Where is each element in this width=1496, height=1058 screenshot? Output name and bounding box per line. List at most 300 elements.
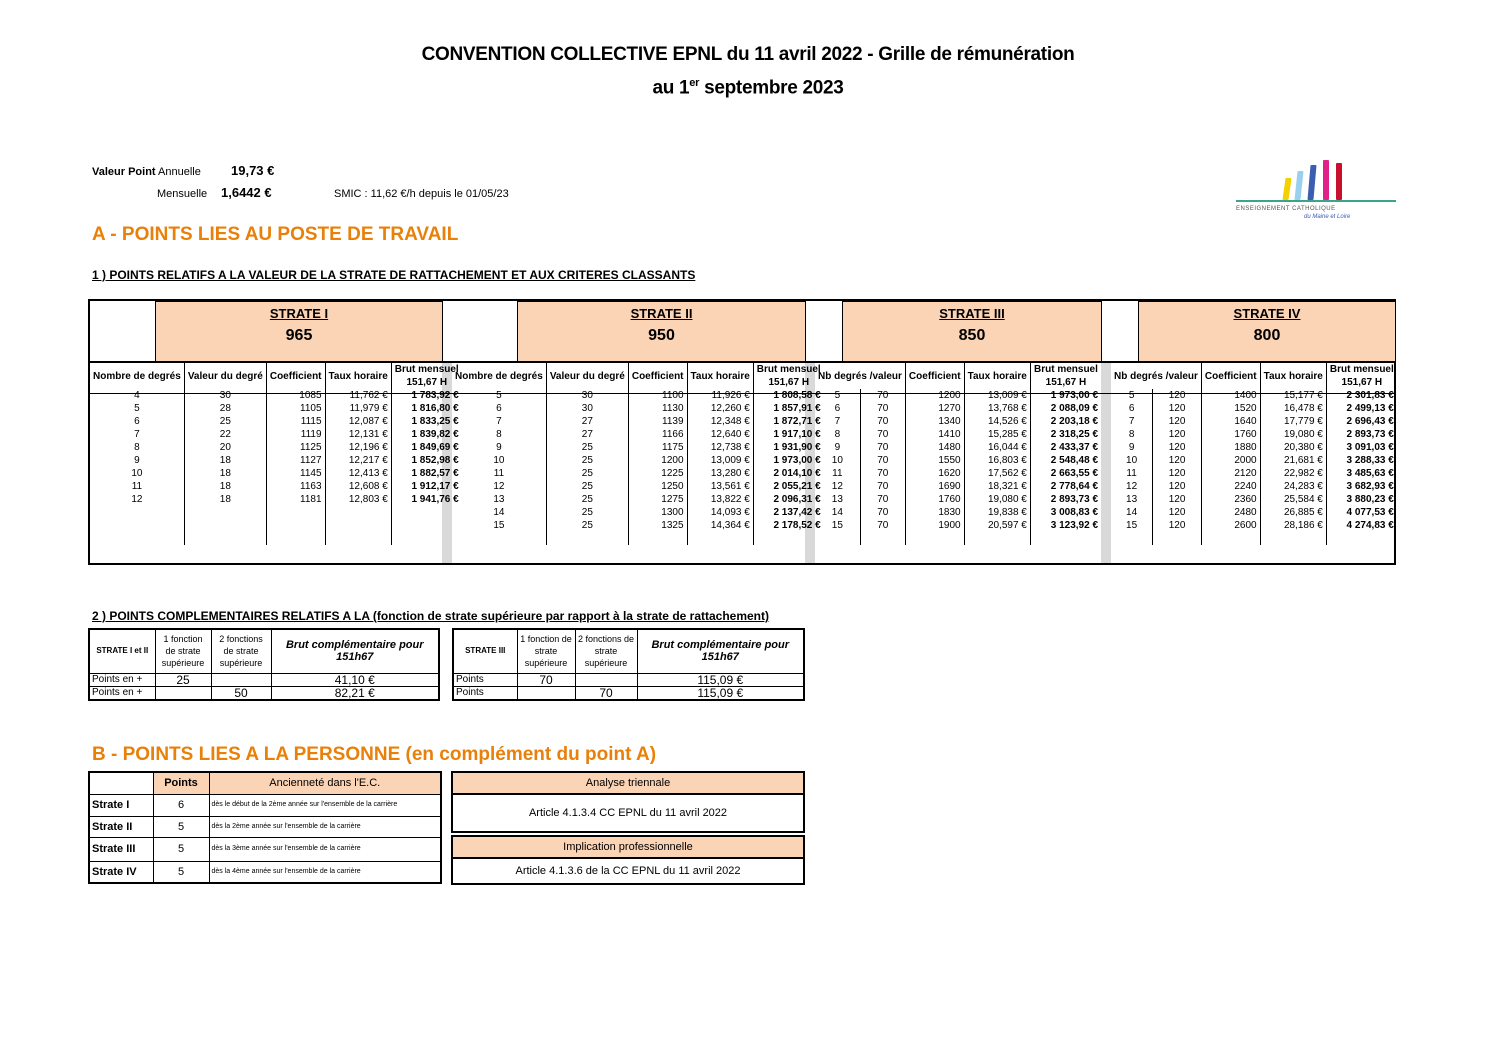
header-valeur-degre: Valeur du degré [184, 363, 266, 389]
coefficient-cell: 2480 [1201, 506, 1260, 519]
brut-cell: 1 912,17 € [391, 480, 461, 493]
header-coef: Coefficient [1201, 363, 1260, 389]
taux-cell: 20,597 € [964, 519, 1030, 532]
personne-header-anciennete: Ancienneté dans l'E.C. [209, 772, 441, 794]
empty-cell [687, 532, 753, 545]
brut-cell: 2 088,09 € [1030, 402, 1101, 415]
taux-cell: 13,009 € [687, 454, 753, 467]
table-row [452, 441, 824, 454]
degre-cell: 8 [496, 429, 502, 440]
table-row [90, 506, 462, 519]
taux-cell: 12,260 € [687, 402, 753, 415]
coefficient-cell: 1300 [628, 506, 687, 519]
degre-cell: 15 [493, 520, 505, 531]
coefficient-cell: 1900 [905, 519, 964, 532]
header-nb-degres-valeur: Nb degrés /valeur [1114, 370, 1198, 382]
header-taux: Taux horaire [964, 363, 1030, 389]
header-coef: Coefficient [266, 363, 325, 389]
brut-cell: 2 014,10 € [753, 467, 823, 480]
table-row [815, 389, 1101, 402]
header-brut-line1: Brut mensuel [756, 364, 821, 375]
degre-cell: 10 [1126, 455, 1138, 466]
comp-brut-cell: 41,10 € [271, 673, 439, 686]
header-nb-degres: Nombre de degrés [93, 370, 181, 382]
taux-cell: 12,348 € [687, 415, 753, 428]
valeur-mensuelle: 1,6442 € [221, 185, 272, 200]
logo-bar-blue [1294, 171, 1303, 200]
degre-cell: 10 [131, 468, 143, 479]
taux-cell: 16,803 € [964, 454, 1030, 467]
empty-cell [266, 506, 325, 519]
coefficient-cell: 1166 [628, 428, 687, 441]
anciennete-cell: dès la 4ème année sur l'ensemble de la carrière [209, 861, 441, 883]
taux-cell: 21,681 € [1260, 454, 1326, 467]
taux-cell: 20,380 € [1260, 441, 1326, 454]
table-row [452, 493, 824, 506]
empty-cell [1153, 532, 1202, 545]
taux-cell: 12,608 € [325, 480, 391, 493]
comp-1f-cell [517, 686, 575, 700]
brut-cell: 3 008,83 € [1030, 506, 1101, 519]
valeur-cell: 25 [546, 480, 628, 493]
table-body [1111, 389, 1397, 545]
table-body [90, 389, 462, 545]
degre-cell: 12 [1126, 481, 1138, 492]
taux-cell: 19,080 € [1260, 428, 1326, 441]
degre-cell: 11 [832, 468, 843, 479]
valeur-cell: 120 [1153, 493, 1202, 506]
table-row [1111, 506, 1397, 519]
personne-body [89, 794, 441, 883]
header-brut-line1: Brut mensuel [394, 364, 459, 375]
empty-cell [964, 532, 1030, 545]
taux-cell: 28,186 € [1260, 519, 1326, 532]
degre-cell: 5 [496, 390, 502, 401]
header-brut-line1: Brut mensuel [1033, 364, 1098, 375]
comp-2f-cell [575, 673, 637, 686]
empty-cell [546, 532, 628, 545]
table-row [1111, 415, 1397, 428]
taux-cell: 13,280 € [687, 467, 753, 480]
coefficient-cell: 1760 [905, 493, 964, 506]
comp-row [453, 686, 804, 700]
coefficient-cell: 1690 [905, 480, 964, 493]
brut-cell: 1 783,92 € [391, 389, 461, 402]
table-row [90, 428, 462, 441]
comp-row [453, 673, 804, 686]
valeur-cell: 18 [184, 454, 266, 467]
coefficient-cell: 1145 [266, 467, 325, 480]
valeur-cell: 120 [1153, 402, 1202, 415]
brut-cell: 1 857,91 € [753, 402, 823, 415]
valeur-cell: 30 [546, 402, 628, 415]
table-row [815, 441, 1101, 454]
header-brut [753, 363, 823, 389]
coefficient-cell: 1760 [1201, 428, 1260, 441]
taux-cell: 11,926 € [687, 389, 753, 402]
table-strate-1 [90, 363, 462, 545]
personne-header-points: Points [153, 772, 209, 794]
taux-cell: 14,364 € [687, 519, 753, 532]
valeur-cell: 18 [184, 493, 266, 506]
degre-cell: 14 [493, 507, 505, 518]
empty-cell [628, 532, 687, 545]
taux-cell: 12,196 € [325, 441, 391, 454]
personne-row [89, 816, 441, 837]
taux-cell: 25,584 € [1260, 493, 1326, 506]
comp-header-brut: Brut complémentaire pour 151h67 [271, 629, 439, 673]
points-cell: 6 [153, 794, 209, 816]
degre-cell: 12 [831, 481, 843, 492]
valeur-cell: 25 [546, 493, 628, 506]
coefficient-cell: 1520 [1201, 402, 1260, 415]
comp-row [89, 673, 439, 686]
valeur-cell: 70 [860, 519, 905, 532]
brut-cell: 1 849,69 € [391, 441, 461, 454]
brut-cell: 1 917,10 € [753, 428, 823, 441]
taux-cell: 14,093 € [687, 506, 753, 519]
valeur-cell: 70 [860, 415, 905, 428]
implication-text: Article 4.1.3.6 de la CC EPNL du 11 avril 2022 [451, 859, 805, 885]
empty-cell [90, 519, 184, 532]
coefficient-cell: 1640 [1201, 415, 1260, 428]
table-row [452, 415, 824, 428]
empty-cell [266, 532, 325, 545]
valeur-cell: 120 [1153, 506, 1202, 519]
table-strate-2 [452, 363, 824, 545]
degre-cell: 10 [493, 455, 505, 466]
personne-row [89, 837, 441, 861]
empty-cell [452, 532, 546, 545]
analyse-block [451, 771, 805, 883]
valeur-annuelle: 19,73 € [231, 163, 275, 178]
brut-cell: 3 091,03 € [1326, 441, 1396, 454]
sub2-part-b: (fonction de strate supérieure par rapport à la strate de rattachement) [372, 609, 770, 623]
degre-cell: 15 [1126, 520, 1138, 531]
smic-text: SMIC : 11,62 €/h depuis le 01/05/23 [334, 188, 509, 200]
brut-cell: 1 973,00 € [753, 454, 823, 467]
table-row [1111, 519, 1397, 532]
comp-right-body [453, 673, 804, 700]
coefficient-cell: 1880 [1201, 441, 1260, 454]
empty-cell [90, 532, 184, 545]
table-row [90, 480, 462, 493]
brut-cell: 3 288,33 € [1326, 454, 1396, 467]
table-body [452, 389, 824, 545]
comp-brut-cell: 115,09 € [637, 673, 804, 686]
strate-label-cell: Strate I [89, 794, 153, 816]
title-line2 [0, 69, 1496, 102]
table-row [452, 532, 824, 545]
comp-1f-cell: 70 [517, 673, 575, 686]
brut-cell: 2 893,73 € [1326, 428, 1396, 441]
valeur-point-label: Valeur Point [92, 166, 156, 178]
table-row [452, 519, 824, 532]
logo-text2: du Maine et Loire [1304, 214, 1351, 220]
logo-bar-darkblue [1307, 165, 1316, 200]
valeur-cell: 70 [860, 480, 905, 493]
degre-cell: 9 [1128, 442, 1135, 453]
brut-cell: 3 880,23 € [1326, 493, 1396, 506]
taux-cell: 17,562 € [964, 467, 1030, 480]
table-strate-3 [815, 363, 1101, 545]
degre-cell: 14 [831, 507, 843, 518]
degre-cell: 9 [496, 442, 502, 453]
coefficient-cell: 1340 [905, 415, 964, 428]
brut-cell: 1 941,76 € [391, 493, 461, 506]
brut-cell: 2 178,52 € [753, 519, 823, 532]
anciennete-cell: dès la 2ème année sur l'ensemble de la carrière [209, 816, 441, 837]
brut-cell: 2 433,37 € [1030, 441, 1101, 454]
coefficient-cell: 1480 [905, 441, 964, 454]
degre-cell: 13 [831, 494, 843, 505]
personne-table [88, 771, 442, 884]
valeur-cell: 18 [184, 467, 266, 480]
title-line1: CONVENTION COLLECTIVE EPNL du 11 avril 2022 - Grille de rémunération [421, 44, 1075, 65]
title-line2-b: septembre 2023 [699, 77, 844, 99]
taux-cell: 17,779 € [1260, 415, 1326, 428]
taux-cell: 15,285 € [964, 428, 1030, 441]
degre-cell: 7 [1128, 416, 1135, 427]
taux-cell: 26,885 € [1260, 506, 1326, 519]
degre-cell: 7 [134, 429, 140, 440]
strate-box-1 [155, 301, 443, 362]
table-strate-4 [1111, 363, 1397, 545]
table-row [90, 441, 462, 454]
coefficient-cell: 1139 [628, 415, 687, 428]
table-row [452, 402, 824, 415]
coefficient-cell: 1163 [266, 480, 325, 493]
degre-cell: 4 [134, 390, 140, 401]
table-row [452, 454, 824, 467]
valeur-cell: 70 [860, 467, 905, 480]
section-a-title: A - POINTS LIES AU POSTE DE TRAVAIL [92, 224, 459, 245]
logo-bar-red [1336, 163, 1342, 200]
sub2-title [92, 609, 769, 623]
table-row [815, 415, 1101, 428]
header-coef: Coefficient [905, 363, 964, 389]
coefficient-cell: 1325 [628, 519, 687, 532]
taux-cell: 19,080 € [964, 493, 1030, 506]
strate-2-value: 950 [648, 327, 675, 344]
table-row [1111, 454, 1397, 467]
degre-cell: 6 [496, 403, 502, 414]
brut-cell: 1 882,57 € [391, 467, 461, 480]
valeur-cell: 25 [546, 506, 628, 519]
coefficient-cell: 2120 [1201, 467, 1260, 480]
header-brut-line2: 151,67 H [1341, 377, 1383, 388]
brut-cell: 4 274,83 € [1326, 519, 1396, 532]
empty-cell [184, 532, 266, 545]
table-row [1111, 532, 1397, 545]
brut-cell: 2 548,48 € [1030, 454, 1101, 467]
empty-cell [325, 519, 391, 532]
valeur-cell: 70 [860, 402, 905, 415]
coefficient-cell: 1410 [905, 428, 964, 441]
table-row [90, 467, 462, 480]
brut-cell: 2 499,13 € [1326, 402, 1396, 415]
degre-cell: 10 [831, 455, 843, 466]
header-nb-degres: Nombre de degrés [455, 370, 543, 382]
brut-cell: 3 682,93 € [1326, 480, 1396, 493]
header-taux: Taux horaire [687, 363, 753, 389]
table-row [90, 493, 462, 506]
coefficient-cell: 1620 [905, 467, 964, 480]
sub1-title: 1 ) POINTS RELATIFS A LA VALEUR DE LA STRATE DE RATTACHEMENT ET AUX CRITERES CLASSANTS [92, 268, 696, 282]
coefficient-cell: 2240 [1201, 480, 1260, 493]
degre-cell: 5 [1128, 390, 1135, 401]
degre-cell: 9 [834, 442, 841, 453]
comp-left-body [89, 673, 439, 700]
taux-cell: 11,979 € [325, 402, 391, 415]
header-brut-line2: 151,67 H [406, 377, 448, 388]
valeur-cell: 18 [184, 480, 266, 493]
degre-cell: 11 [131, 481, 143, 492]
valeur-cell: 120 [1153, 441, 1202, 454]
strate-label-cell: Strate II [89, 816, 153, 837]
empty-cell [1030, 532, 1101, 545]
personne-row [89, 861, 441, 883]
brut-cell: 2 778,64 € [1030, 480, 1101, 493]
comp-1f-cell: 25 [155, 673, 211, 686]
strate-1-value: 965 [285, 327, 313, 344]
mensuelle-label: Mensuelle [157, 188, 208, 200]
comp-table-left [88, 628, 440, 701]
brut-cell: 2 137,42 € [753, 506, 823, 519]
sub2-part-a: 2 ) POINTS COMPLEMENTAIRES RELATIFS A LA [92, 609, 370, 623]
table-row [815, 428, 1101, 441]
valeur-cell: 70 [860, 389, 905, 402]
coefficient-cell: 1400 [1201, 389, 1260, 402]
comp-2f-cell [211, 673, 271, 686]
taux-cell: 12,738 € [687, 441, 753, 454]
brut-cell: 4 077,53 € [1326, 506, 1396, 519]
table-row [815, 506, 1101, 519]
taux-cell: 12,131 € [325, 428, 391, 441]
logo [1236, 155, 1396, 225]
comp-table-right [452, 628, 805, 701]
header-brut [1030, 363, 1101, 389]
comp-2f-cell: 70 [575, 686, 637, 700]
valeur-cell: 70 [860, 493, 905, 506]
comp-label-cell: Points en + [89, 673, 155, 686]
table-row [452, 428, 824, 441]
taux-cell: 13,768 € [964, 402, 1030, 415]
strate-box-2 [517, 301, 806, 362]
comp-header-strate: STRATE I et II [89, 629, 155, 673]
taux-cell: 12,217 € [325, 454, 391, 467]
header-coef: Coefficient [628, 363, 687, 389]
valeur-cell: 70 [860, 454, 905, 467]
analyse-title: Analyse triennale [451, 771, 805, 795]
comp-1f-cell [155, 686, 211, 700]
degre-cell: 5 [134, 403, 140, 414]
degre-cell: 7 [496, 416, 502, 427]
table-row [452, 389, 824, 402]
table-row [1111, 402, 1397, 415]
brut-cell: 2 096,31 € [753, 493, 823, 506]
coefficient-cell: 1830 [905, 506, 964, 519]
strate-1-name: STRATE I [269, 306, 329, 321]
strate-box-4 [1138, 301, 1396, 362]
header-valeur-degre: Valeur du degré [546, 363, 628, 389]
brut-cell: 1 808,58 € [753, 389, 823, 402]
coefficient-cell: 1127 [266, 454, 325, 467]
brut-cell: 2 301,83 € [1326, 389, 1396, 402]
table-row [1111, 467, 1397, 480]
strate-4-name: STRATE IV [1233, 306, 1301, 321]
valeur-cell: 120 [1153, 389, 1202, 402]
header-brut-line1: Brut mensuel [1329, 364, 1394, 375]
comp-header-2f: 2 fonctions de strate supérieure [575, 629, 637, 673]
brut-cell: 2 893,73 € [1030, 493, 1101, 506]
logo-bar-yellow [1282, 178, 1291, 200]
table-row [1111, 389, 1397, 402]
valeur-cell: 120 [1153, 480, 1202, 493]
valeur-cell: 20 [184, 441, 266, 454]
table-row [815, 519, 1101, 532]
brut-cell: 1 973,00 € [1030, 389, 1101, 402]
valeur-cell: 25 [546, 519, 628, 532]
empty-cell [1326, 532, 1396, 545]
logo-text1: ENSEIGNEMENT CATHOLIQUE [1236, 206, 1336, 212]
valeur-cell: 30 [184, 389, 266, 402]
header-nb-degres-valeur: Nb degrés /valeur [818, 370, 902, 382]
brut-cell: 2 203,18 € [1030, 415, 1101, 428]
brut-cell: 2 055,21 € [753, 480, 823, 493]
coefficient-cell: 1085 [266, 389, 325, 402]
taux-cell: 19,838 € [964, 506, 1030, 519]
comp-header-1f: 1 fonction de strate supérieure [517, 629, 575, 673]
coefficient-cell: 1181 [266, 493, 325, 506]
valeur-cell: 70 [860, 506, 905, 519]
comp-row [89, 686, 439, 700]
valeur-cell: 22 [184, 428, 266, 441]
valeur-cell: 70 [860, 428, 905, 441]
brut-cell: 1 852,98 € [391, 454, 461, 467]
comp-brut-cell: 115,09 € [637, 686, 804, 700]
table-row [90, 389, 462, 402]
empty-cell [325, 506, 391, 519]
brut-cell: 1 833,25 € [391, 415, 461, 428]
taux-cell: 24,283 € [1260, 480, 1326, 493]
taux-cell: 12,640 € [687, 428, 753, 441]
empty-cell [1260, 532, 1326, 545]
header-brut [1326, 363, 1396, 389]
comp-label-cell: Points en + [89, 686, 155, 700]
table-row [1111, 428, 1397, 441]
degre-cell: 8 [834, 429, 841, 440]
brut-cell: 1 839,82 € [391, 428, 461, 441]
title-line2-a: au 1 [652, 77, 690, 99]
taux-cell: 18,321 € [964, 480, 1030, 493]
strate-label-cell: Strate III [89, 837, 153, 861]
brut-cell: 2 318,25 € [1030, 428, 1101, 441]
coefficient-cell: 1105 [266, 402, 325, 415]
coefficient-cell: 1100 [628, 389, 687, 402]
strate-4-value: 800 [1253, 327, 1281, 344]
coefficient-cell: 1275 [628, 493, 687, 506]
taux-cell: 16,044 € [964, 441, 1030, 454]
coefficient-cell: 1130 [628, 402, 687, 415]
degre-cell: 15 [831, 520, 843, 531]
taux-cell: 14,526 € [964, 415, 1030, 428]
empty-cell [905, 532, 964, 545]
taux-cell: 11,762 € [325, 389, 391, 402]
degre-cell: 11 [1126, 468, 1137, 479]
section-b-title: B - POINTS LIES A LA PERSONNE (en complément du point A) [92, 744, 657, 765]
valeur-cell: 27 [546, 415, 628, 428]
